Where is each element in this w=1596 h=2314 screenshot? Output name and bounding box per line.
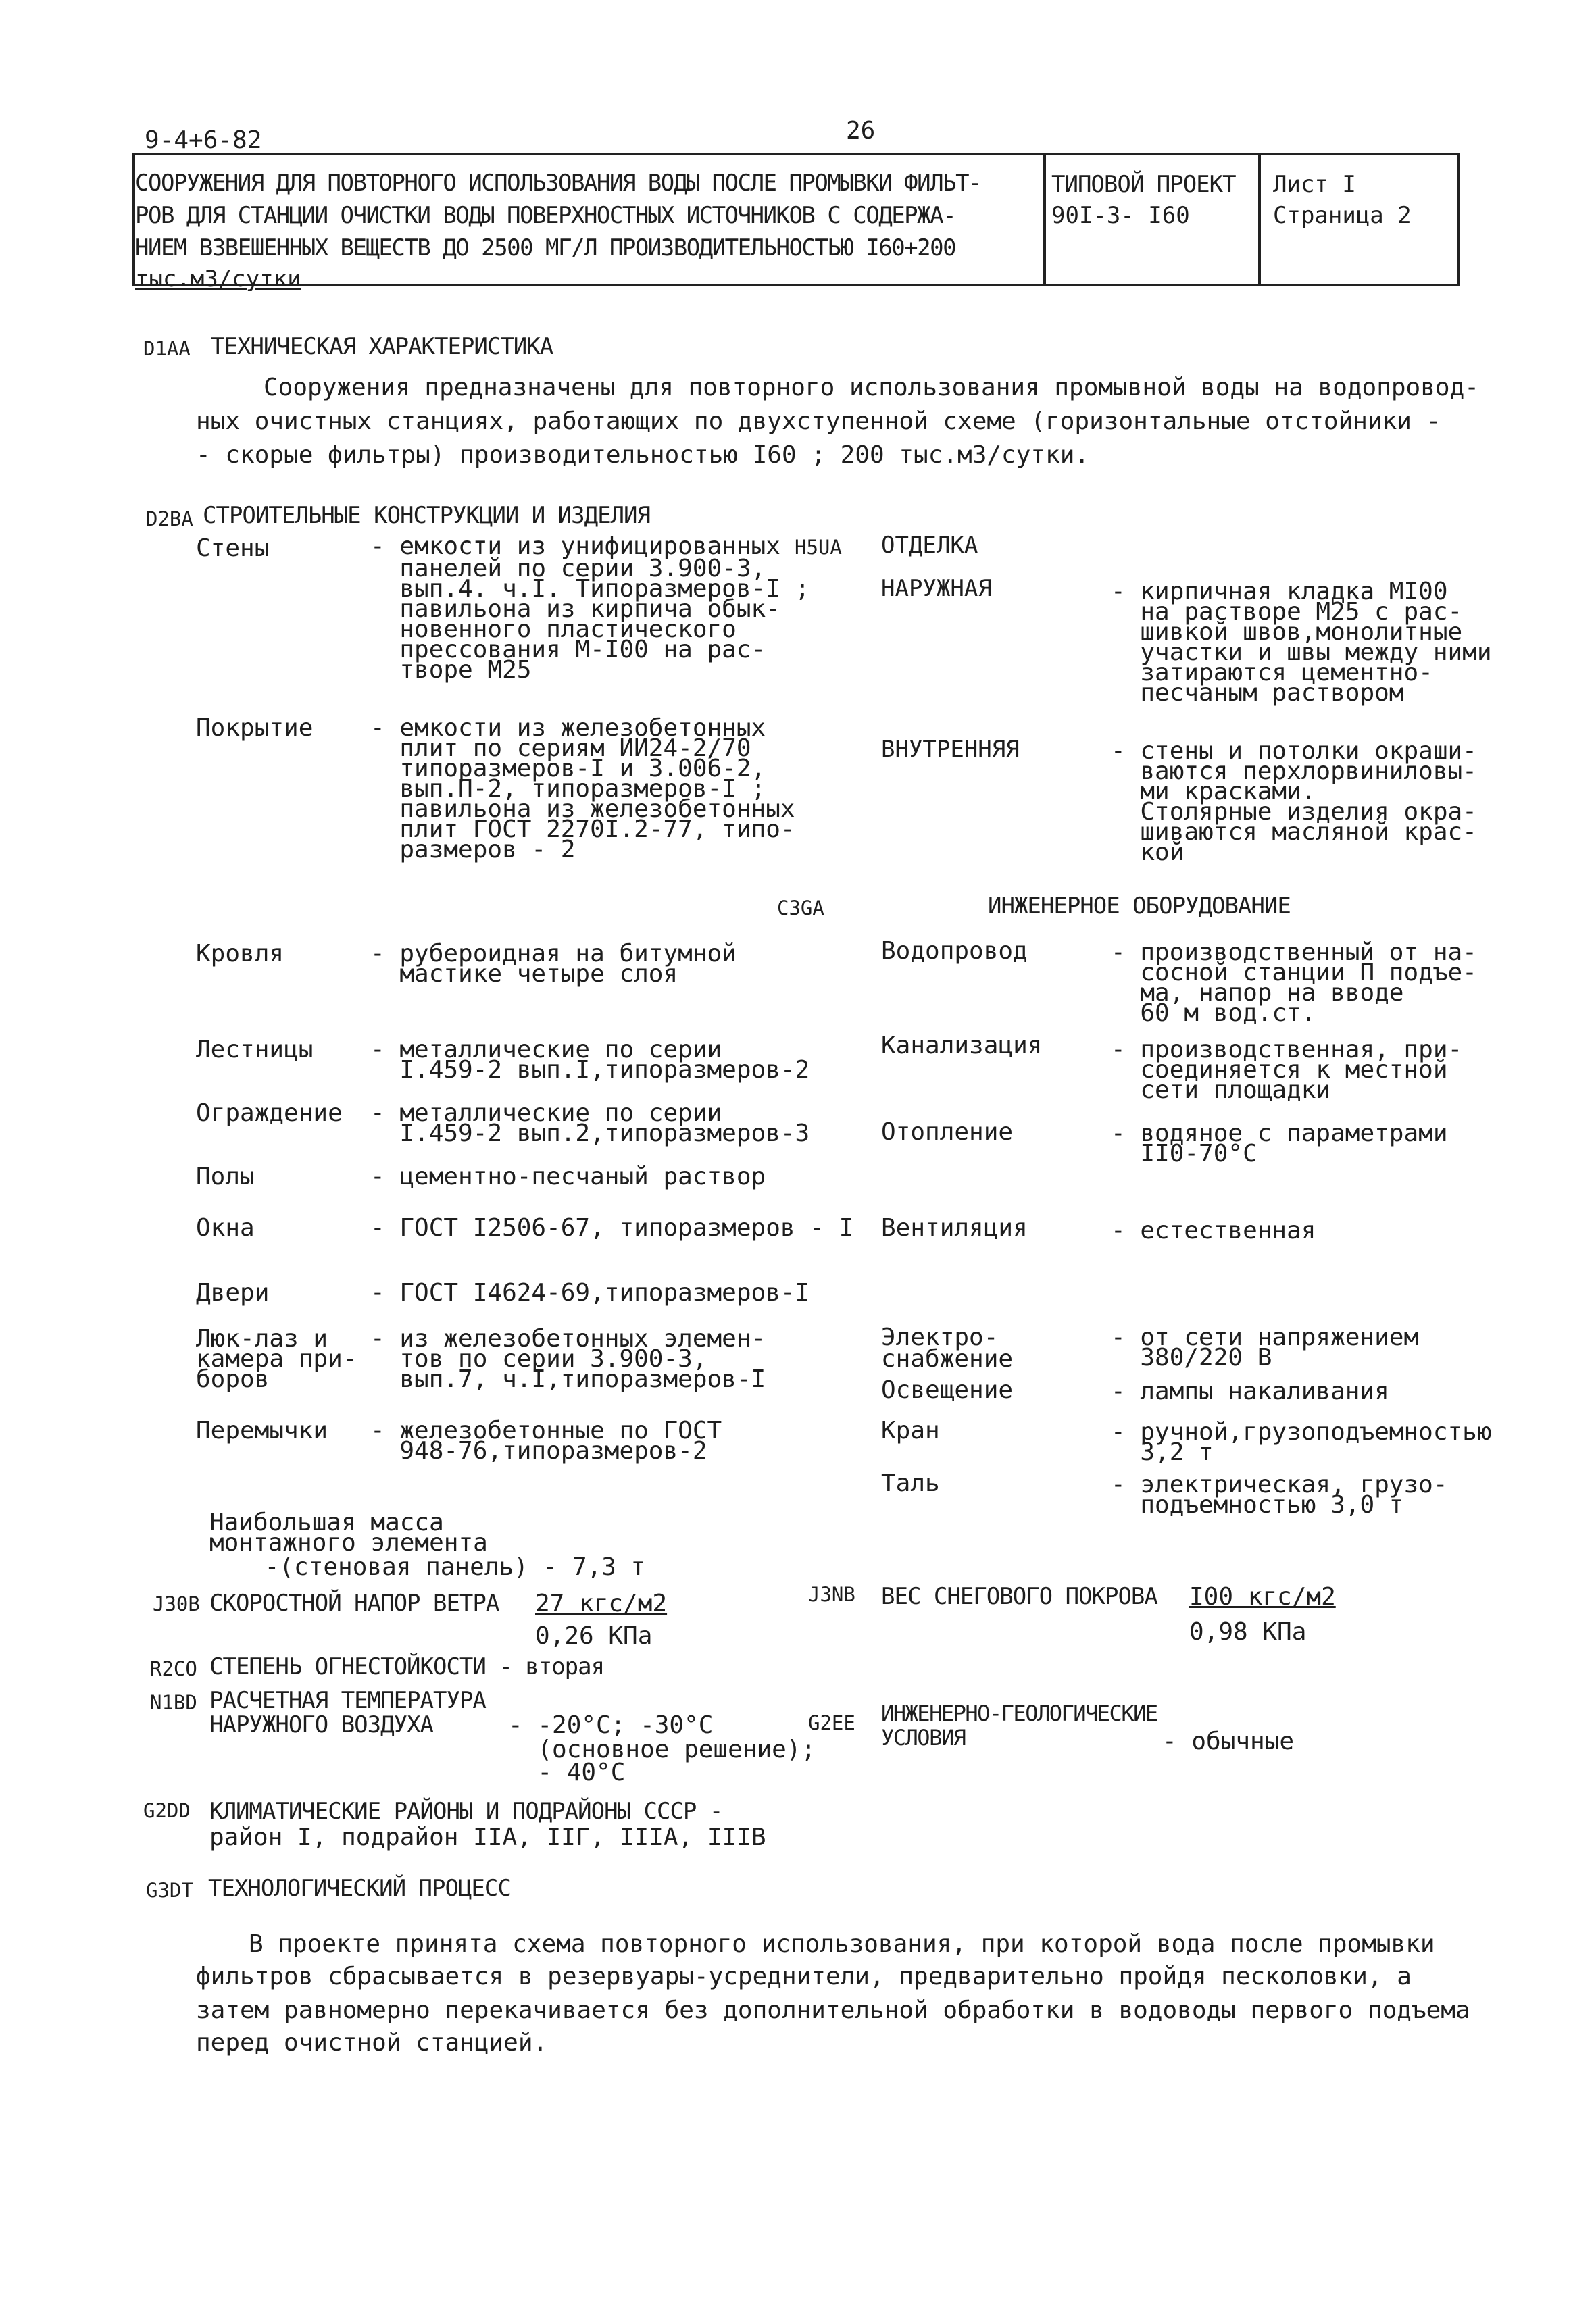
equip-sewer-line: сети площадки	[1111, 1076, 1331, 1104]
equip-hoist-line: - электрическая, грузо-	[1111, 1471, 1448, 1499]
constr-windows-label: Окна	[196, 1214, 255, 1242]
project-number: 90I-3- I60	[1051, 202, 1190, 229]
finish-inner-line: ми красками.	[1111, 778, 1316, 805]
equip-sewer-line: - производственная, при-	[1111, 1036, 1463, 1063]
equip-water-line: - производственный от на-	[1111, 938, 1477, 966]
finish-outer-line: затираются цементно-	[1111, 659, 1433, 686]
tech-paragraph-line-3: - скорые фильтры) производительностью I60 ; 200 тыс.м3/сутки.	[196, 441, 1090, 469]
constr-walls-line: новенного пластического	[370, 615, 737, 643]
mass-line-2: монтажного элемента	[209, 1529, 488, 1557]
section-code-fire: R2CO	[150, 1657, 197, 1680]
finish-outer-line: песчаным раствором	[1111, 679, 1404, 707]
equip-light-label: Освещение	[881, 1376, 1014, 1404]
equip-crane-label: Кран	[881, 1417, 940, 1444]
finish-inner-label: ВНУТРЕННЯЯ	[881, 736, 1020, 763]
equip-heating-line: II0-70°C	[1111, 1140, 1257, 1167]
constr-hatch-line: тов по серии 3.900-3,	[370, 1345, 707, 1373]
constr-fence-line: I.459-2 вып.2,типоразмеров-3	[370, 1120, 810, 1147]
equip-crane-line: 3,2 т	[1111, 1438, 1214, 1466]
finish-inner-line: шиваются масляной крас-	[1111, 818, 1477, 846]
constr-floors-line: - цементно-песчаный раствор	[370, 1163, 766, 1190]
finish-outer-line: - кирпичная кладка МI00	[1111, 578, 1448, 605]
temp-value: - 40°C	[508, 1759, 626, 1786]
constr-cover-line: плит ГОСТ 2270I.2-77, типо-	[370, 815, 795, 843]
climate-line-1: КЛИМАТИЧЕСКИЕ РАЙОНЫ И ПОДРАЙОНЫ СССР -	[209, 1798, 723, 1825]
constr-cover-line: плит по сериям ИИ24-2/70	[370, 734, 751, 762]
fire-label: СТЕПЕНЬ ОГНЕСТОЙКОСТИ - вторая	[209, 1653, 605, 1680]
constr-walls-line: павильона из кирпича обык-	[370, 595, 780, 623]
constr-walls-line: панелей по серии 3.900-3,	[370, 555, 766, 582]
equip-sewer-line: соединяется к местной	[1111, 1056, 1448, 1084]
constr-hatch-label: камера при-	[196, 1345, 357, 1373]
finish-inner-line: Столярные изделия окра-	[1111, 798, 1477, 826]
constr-lintels-line: - железобетонные по ГОСТ	[370, 1417, 722, 1444]
snow-label: ВЕС СНЕГОВОГО ПОКРОВА	[881, 1583, 1157, 1610]
constr-cover-line: размеров - 2	[370, 836, 576, 863]
section-title-constr: СТРОИТЕЛЬНЫЕ КОНСТРУКЦИИ И ИЗДЕЛИЯ	[203, 502, 650, 529]
equip-sewer-label: Канализация	[881, 1032, 1043, 1059]
finish-outer-line: шивкой швов,монолитные	[1111, 618, 1463, 646]
constr-cover-label: Покрытие	[196, 714, 314, 742]
wind-value: 27 кгс/м2	[535, 1590, 668, 1617]
constr-hatch-label: боров	[196, 1365, 270, 1393]
equip-power-line: 380/220 В	[1111, 1344, 1272, 1372]
section-code-geo: G2EE	[808, 1711, 855, 1734]
constr-fence-label: Ограждение	[196, 1099, 343, 1127]
process-paragraph-line-2: фильтров сбрасывается в резервуары-усреднители, предварительно пройдя песколовки, а	[196, 1963, 1412, 1990]
constr-hatch-line: - из железобетонных элемен-	[370, 1325, 766, 1353]
sheet-label: Лист I	[1273, 171, 1356, 198]
finish-inner-line: - стены и потолки окраши-	[1111, 737, 1477, 765]
section-code-wind: J30B	[153, 1592, 200, 1615]
temp-label: РАСЧЕТНАЯ ТЕМПЕРАТУРА	[209, 1687, 486, 1714]
equip-heating-line: - водяное с параметрами	[1111, 1120, 1448, 1147]
temp-value: (основное решение);	[508, 1736, 816, 1763]
constr-roof-line: - рубероидная на битумной	[370, 940, 737, 967]
section-code-tech: D1AA	[143, 337, 191, 360]
section-code-snow: J3NB	[808, 1583, 855, 1606]
document-code: 9-4+6-82	[145, 126, 262, 154]
constr-walls-line: - емкости из унифицированных	[370, 532, 780, 560]
constr-hatch-label: Люк-лаз и	[196, 1325, 328, 1353]
finish-outer-line: участки и швы между ними	[1111, 638, 1492, 666]
wind-value-kpa: 0,26 КПа	[535, 1622, 653, 1650]
equip-power-label: снабжение	[881, 1345, 1014, 1373]
section-title-tech: ТЕХНИЧЕСКАЯ ХАРАКТЕРИСТИКА	[211, 333, 553, 360]
constr-floors-label: Полы	[196, 1163, 255, 1190]
constr-doors-line: - ГОСТ I4624-69,типоразмеров-I	[370, 1279, 810, 1307]
constr-cover-line: - емкости из железобетонных	[370, 714, 766, 742]
geo-label: ИНЖЕНЕРНО-ГЕОЛОГИЧЕСКИЕ	[881, 1701, 1157, 1726]
title-line-4: тыс.м3/сутки	[135, 266, 301, 293]
process-paragraph-line-1: В проекте принята схема повторного использования, при которой вода после промывки	[249, 1930, 1435, 1958]
constr-lintels-label: Перемычки	[196, 1417, 328, 1444]
process-paragraph-line-3: затем равномерно перекачивается без дополнительной обработки в водоводы первого подъема	[196, 1996, 1470, 2024]
constr-doors-label: Двери	[196, 1279, 270, 1307]
equip-vent-label: Вентиляция	[881, 1214, 1028, 1242]
section-code-climate: G2DD	[143, 1799, 191, 1822]
snow-value: I00 кгс/м2	[1189, 1583, 1336, 1611]
finish-outer-label: НАРУЖНАЯ	[881, 575, 992, 602]
constr-lintels-line: 948-76,типоразмеров-2	[370, 1437, 707, 1465]
equip-heating-label: Отопление	[881, 1118, 1014, 1146]
mass-line-1: Наибольшая масса	[209, 1509, 444, 1536]
section-code-temp: N1BD	[150, 1691, 197, 1714]
constr-fence-line: - металлические по серии	[370, 1099, 722, 1127]
constr-stairs-line: I.459-2 вып.I,типоразмеров-2	[370, 1056, 810, 1084]
tech-paragraph-line-2: ных очистных станциях, работающих по двухступенной схеме (горизонтальные отстойники -	[196, 407, 1441, 435]
finish-outer-line: на растворе М25 с рас-	[1111, 598, 1463, 626]
equip-crane-line: - ручной,грузоподъемностью	[1111, 1418, 1492, 1446]
section-code-process: G3DT	[146, 1879, 193, 1902]
constr-walls-label: Стены	[196, 534, 270, 562]
constr-walls-line: прессования М-I00 на рас-	[370, 636, 766, 663]
equip-water-line: сосной станции П подъе-	[1111, 959, 1477, 986]
constr-stairs-label: Лестницы	[196, 1036, 314, 1063]
page-number: 26	[846, 117, 876, 145]
constr-stairs-line: - металлические по серии	[370, 1036, 722, 1063]
finish-inner-line: кой	[1111, 838, 1184, 866]
mass-line-3: -(стеновая панель) - 7,3 т	[250, 1553, 646, 1581]
equip-hoist-label: Таль	[881, 1469, 940, 1497]
geo-value: - обычные	[1162, 1728, 1295, 1755]
equip-light-line: - лампы накаливания	[1111, 1378, 1389, 1405]
project-label: ТИПОВОЙ ПРОЕКТ	[1051, 171, 1236, 198]
geo-label: УСЛОВИЯ	[881, 1725, 966, 1751]
section-title-finish: ОТДЕЛКА	[881, 532, 978, 559]
title-line-3: НИЕМ ВЗВЕШЕННЫХ ВЕЩЕСТВ ДО 2500 МГ/Л ПРОИЗВОДИТЕЛЬНОСТЬЮ I60+200	[135, 234, 956, 261]
section-title-process: ТЕХНОЛОГИЧЕСКИЙ ПРОЦЕСС	[208, 1875, 511, 1902]
title-block	[132, 153, 1460, 293]
equip-power-label: Электро-	[881, 1324, 999, 1351]
constr-cover-line: павильона из железобетонных	[370, 795, 795, 823]
tech-paragraph-line-1: Сооружения предназначены для повторного использования промывной воды на водопровод-	[264, 374, 1479, 401]
wind-label: СКОРОСТНОЙ НАПОР ВЕТРА	[209, 1590, 499, 1617]
constr-cover-line: типоразмеров-I и 3.006-2,	[370, 755, 766, 782]
snow-value-kpa: 0,98 КПа	[1189, 1618, 1307, 1646]
title-line-1: СООРУЖЕНИЯ ДЛЯ ПОВТОРНОГО ИСПОЛЬЗОВАНИЯ ВОДЫ ПОСЛЕ ПРОМЫВКИ ФИЛЬТ-	[135, 170, 982, 197]
constr-windows-line: - ГОСТ I2506-67, типоразмеров - I	[370, 1214, 854, 1242]
page-label: Страница 2	[1273, 202, 1412, 229]
title-line-2: РОВ ДЛЯ СТАНЦИИ ОЧИСТКИ ВОДЫ ПОВЕРХНОСТНЫХ ИСТОЧНИКОВ С СОДЕРЖА-	[135, 202, 956, 229]
constr-walls-line: вып.4. ч.I. Типоразмеров-I ;	[370, 575, 810, 603]
equip-water-line: 60 м вод.ст.	[1111, 999, 1316, 1027]
equip-vent-line: - естественная	[1111, 1217, 1316, 1244]
finish-inner-line: ваются перхлорвиниловы-	[1111, 757, 1477, 785]
temp-label: НАРУЖНОГО ВОЗДУХА	[209, 1711, 433, 1738]
constr-roof-label: Кровля	[196, 940, 284, 967]
constr-walls-line: творе М25	[370, 656, 532, 684]
equip-hoist-line: подъемностью 3,0 т	[1111, 1491, 1404, 1519]
section-code-finish: H5UA	[795, 536, 842, 559]
section-code-equip: C3GA	[777, 897, 824, 920]
constr-roof-line: мастике четыре слоя	[370, 960, 678, 988]
constr-cover-line: вып.П-2, типоразмеров-I ;	[370, 775, 766, 803]
equip-power-line: - от сети напряжением	[1111, 1324, 1419, 1351]
climate-line-2: район I, подрайон IIА, IIГ, IIIА, IIIВ	[209, 1823, 766, 1851]
section-title-equip: ИНЖЕНЕРНОЕ ОБОРУДОВАНИЕ	[988, 892, 1291, 920]
equip-water-label: Водопровод	[881, 937, 1028, 965]
section-code-constr: D2BA	[146, 507, 193, 530]
constr-hatch-line: вып.7, ч.I,типоразмеров-I	[370, 1365, 766, 1393]
process-paragraph-line-4: перед очистной станцией.	[196, 2029, 548, 2057]
temp-value: - -20°C; -30°C	[508, 1711, 714, 1739]
equip-water-line: ма, напор на вводе	[1111, 979, 1404, 1007]
